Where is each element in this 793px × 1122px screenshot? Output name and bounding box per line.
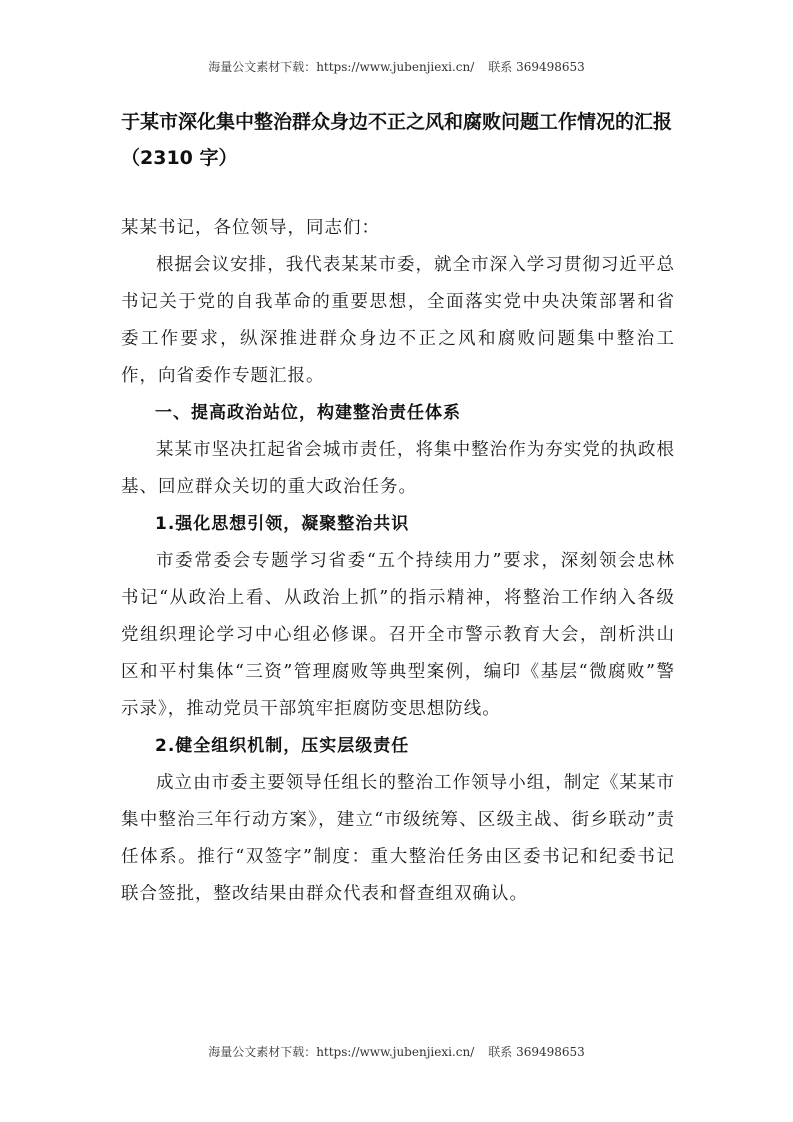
- section-1-paragraph: 某某市坚决扛起省会城市责任，将集中整治作为夯实党的执政根基、回应群众关切的重大政治任务。: [121, 440, 675, 497]
- subsection-2-heading: 2.健全组织机制，压实层级责任: [155, 736, 410, 756]
- header-site-label: 海量公文素材下载：https://www.jubenjiexi.cn/: [208, 60, 475, 74]
- salutation: 某某书记，各位领导，同志们：: [121, 218, 380, 238]
- subsection-1-paragraph: 市委常委会专题学习省委“五个持续用力”要求，深刻领会忠林书记“从政治上看、从政治上抓”的指示精神，将整治工作纳入各级党组织理论学习中心组必修课。召开全市警示教育大会，剖析洪山区和平村集体“三资”管理腐败等典型案例，编印《基层“微腐败”警示录》，推动党员干部筑牢拒腐防变思想防线。: [121, 551, 675, 719]
- footer-contact: 联系 369498653: [488, 1045, 585, 1059]
- document-title: 于某市深化集中整治群众身边不正之风和腐败问题工作情况的汇报（2310 字）: [121, 111, 673, 169]
- footer-site-label: 海量公文素材下载：https://www.jubenjiexi.cn/: [208, 1045, 475, 1059]
- subsection-1-heading: 1.强化思想引领，凝聚整治共识: [155, 514, 410, 534]
- subsection-2-paragraph: 成立由市委主要领导任组长的整治工作领导小组，制定《某某市集中整治三年行动方案》，建立“市级统筹、区级主战、街乡联动”责任体系。推行“双签字”制度：重大整治任务由区委书记和纪委书记联合签批，整改结果由群众代表和督查组双确认。: [121, 773, 675, 904]
- page-footer: [0, 1043, 793, 1060]
- section-1-heading: 一、提高政治站位，构建整治责任体系: [155, 403, 461, 423]
- header-contact: 联系 369498653: [488, 60, 585, 74]
- document-body: [121, 210, 675, 913]
- page-header: [0, 58, 793, 75]
- intro-paragraph: 根据会议安排，我代表某某市委，就全市深入学习贯彻习近平总书记关于党的自我革命的重要思想，全面落实党中央决策部署和省委工作要求，纵深推进群众身边不正之风和腐败问题集中整治工作，向省委作专题汇报。: [121, 255, 675, 386]
